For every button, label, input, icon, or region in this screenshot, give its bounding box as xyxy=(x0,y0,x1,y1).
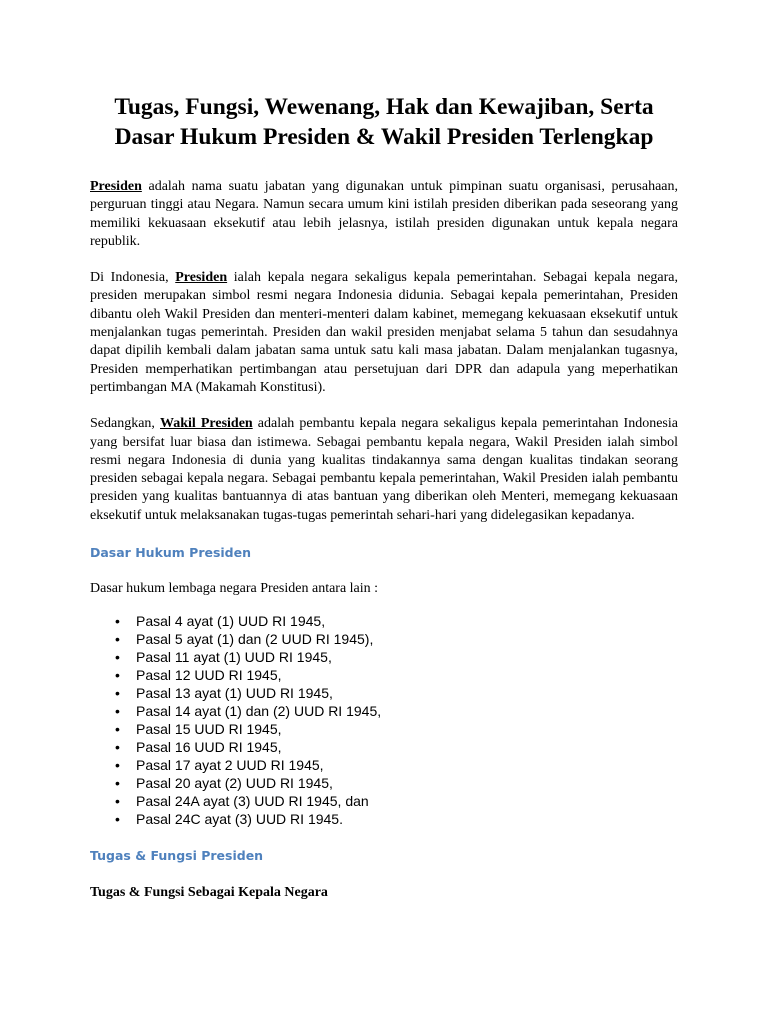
paragraph-lead: Sedangkan, xyxy=(90,416,160,432)
list-item: • Pasal 14 ayat (1) dan (2) UUD RI 1945, xyxy=(115,703,382,720)
paragraph-presiden-indonesia xyxy=(90,269,678,397)
bullet-icon: • xyxy=(115,757,120,774)
document-title: Tugas, Fungsi, Wewenang, Hak dan Kewajiban, Serta Dasar Hukum Presiden & Wakil Presiden Terlengkap xyxy=(114,94,654,150)
paragraph-text: adalah pembantu kepala negara sekaligus kepala pemerintahan Indonesia yang bersifat luar biasa dan istimewa. Sebagai pembantu kepala negara, Wakil Presiden ialah simbol resmi negara Indonesia di dunia yang kualitas tindakannya sama dengan kualitas tindakan seorang presiden sebagai kepala negara. Sebagai pembantu kepala pemerintahan, Wakil Presiden ialah pembantu presiden yang kualitas bantuannya di atas bantuan yang diberikan oleh Menteri, memegang kekuasaan eksekutif untuk melaksanakan tugas-tugas pemerintah sehari-hari yang didelegasikan kepadanya. xyxy=(90,416,678,523)
bullet-icon: • xyxy=(115,649,120,666)
bullet-icon: • xyxy=(115,631,120,648)
list-item: • Pasal 24C ayat (3) UUD RI 1945. xyxy=(115,811,343,828)
list-item: • Pasal 12 UUD RI 1945, xyxy=(115,667,282,684)
bullet-icon: • xyxy=(115,793,120,810)
intro-dasar-hukum: Dasar hukum lembaga negara Presiden antara lain : xyxy=(90,581,379,597)
keyword-presiden: Presiden xyxy=(90,179,142,194)
paragraph-lead: Di Indonesia, xyxy=(90,270,176,286)
bullet-icon: • xyxy=(115,775,120,792)
list-item: • Pasal 17 ayat 2 UUD RI 1945, xyxy=(115,757,324,774)
bullet-icon: • xyxy=(115,703,120,720)
list-item: • Pasal 4 ayat (1) UUD RI 1945, xyxy=(115,613,326,630)
bullet-icon: • xyxy=(115,739,120,756)
subheading-kepala-negara: Tugas & Fungsi Sebagai Kepala Negara xyxy=(90,885,328,901)
bullet-list-pasal xyxy=(90,612,678,828)
list-item: • Pasal 20 ayat (2) UUD RI 1945, xyxy=(115,775,333,792)
bullet-icon: • xyxy=(115,721,120,738)
list-item: • Pasal 13 ayat (1) UUD RI 1945, xyxy=(115,685,333,702)
list-item: • Pasal 15 UUD RI 1945, xyxy=(115,721,282,738)
list-item: • Pasal 16 UUD RI 1945, xyxy=(115,739,282,756)
list-item: • Pasal 5 ayat (1) dan (2 UUD RI 1945), xyxy=(115,631,374,648)
paragraph-text: adalah nama suatu jabatan yang digunakan untuk pimpinan suatu organisasi, perusahaan, perguruan tinggi atau Negara. Namun secara umum kini istilah presiden diberikan pada seseorang yang memiliki kekuasaan eksekutif atau lebih jelasnya, istilah presiden digunakan untuk kepala negara republik. xyxy=(90,179,678,249)
bullet-icon: • xyxy=(115,685,120,702)
keyword-wakil-presiden: Wakil Presiden xyxy=(160,416,253,432)
paragraph-presiden-definition xyxy=(90,178,678,251)
paragraph-text: ialah kepala negara sekaligus kepala pemerintahan. Sebagai kepala negara, presiden merupakan simbol resmi negara Indonesia didunia. Sebagai kepala pemerintahan, Presiden dibantu oleh Wakil Presiden dan menteri-menteri dalam kabinet, memegang kekuasaan eksekutif untuk menjalankan tugas pemerintah. Presiden dan wakil presiden menjabat selama 5 tahun dan sesudahnya dapat dipilih kembali dalam jabatan sama untuk satu kali masa jabatan. Dalam menjalankan tugasnya, Presiden memperhatikan pertimbangan atau persetujuan dari DPR dan adapula yang meperhatikan pertimbangan MA (Makamah Konstitusi). xyxy=(90,270,679,395)
bullet-icon: • xyxy=(115,811,120,828)
paragraph-wakil-presiden xyxy=(90,415,678,525)
list-item: • Pasal 11 ayat (1) UUD RI 1945, xyxy=(115,649,332,666)
bullet-icon: • xyxy=(115,667,120,684)
keyword-presiden: Presiden xyxy=(175,270,228,286)
heading-tugas-fungsi: Tugas & Fungsi Presiden xyxy=(90,848,264,864)
bullet-icon: • xyxy=(115,613,120,630)
list-item: • Pasal 24A ayat (3) UUD RI 1945, dan xyxy=(115,793,369,810)
heading-dasar-hukum: Dasar Hukum Presiden xyxy=(90,545,252,561)
